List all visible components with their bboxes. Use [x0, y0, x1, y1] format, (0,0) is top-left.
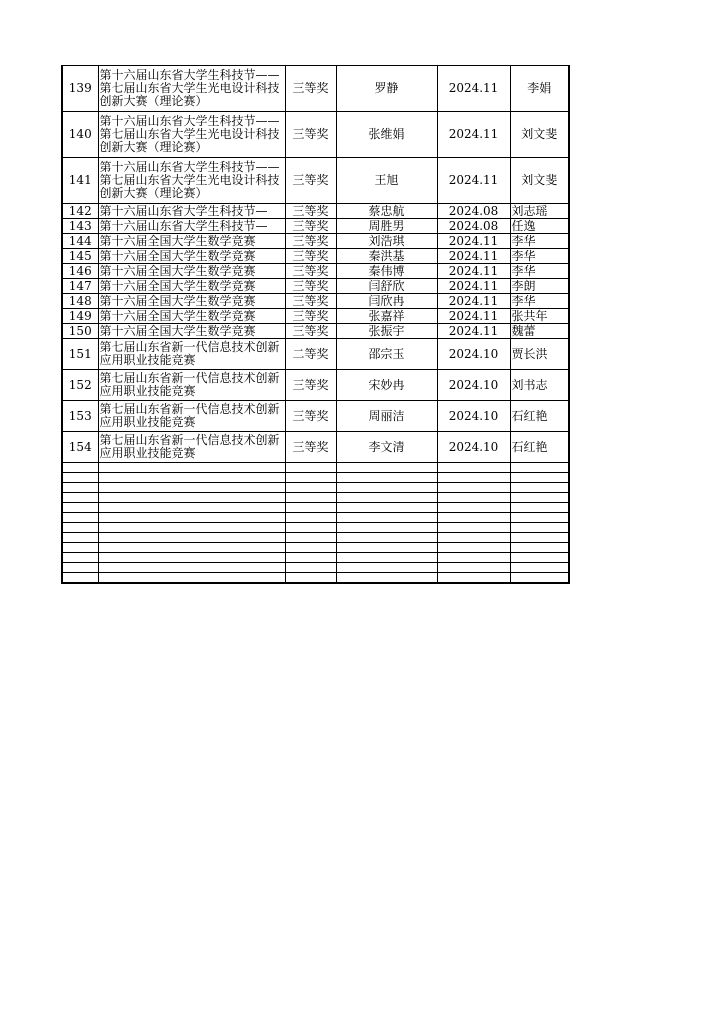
- row-number: 150: [62, 324, 98, 339]
- empty-cell: [98, 543, 285, 553]
- row-number: 153: [62, 401, 98, 432]
- competition-name: 第七届山东省新一代信息技术创新应用职业技能竞赛: [98, 370, 285, 401]
- advisor-name: 贾长洪: [510, 339, 569, 370]
- empty-cell: [510, 573, 569, 584]
- advisor-name: 李朗: [510, 279, 569, 294]
- table-row: [62, 324, 569, 339]
- row-number: 143: [62, 219, 98, 234]
- empty-row: [62, 523, 569, 533]
- advisor-name: 刘文斐: [510, 112, 569, 158]
- empty-cell: [98, 503, 285, 513]
- table-row: [62, 294, 569, 309]
- student-name: 李文清: [336, 432, 437, 463]
- empty-cell: [437, 563, 510, 573]
- table-row: [62, 401, 569, 432]
- competition-name: 第十六届全国大学生数学竞赛: [98, 309, 285, 324]
- award-date: 2024.11: [437, 249, 510, 264]
- award-date: 2024.10: [437, 432, 510, 463]
- empty-cell: [437, 483, 510, 493]
- table-row: [62, 249, 569, 264]
- award-level: 三等奖: [285, 432, 336, 463]
- award-date: 2024.10: [437, 401, 510, 432]
- empty-cell: [285, 493, 336, 503]
- student-name: 宋妙冉: [336, 370, 437, 401]
- empty-cell: [510, 523, 569, 533]
- table-row: [62, 279, 569, 294]
- empty-row: [62, 493, 569, 503]
- student-name: 张振宇: [336, 324, 437, 339]
- award-level: 三等奖: [285, 249, 336, 264]
- advisor-name: 刘文斐: [510, 158, 569, 204]
- empty-cell: [62, 503, 98, 513]
- empty-cell: [285, 563, 336, 573]
- competition-name: 第十六届全国大学生数学竞赛: [98, 264, 285, 279]
- row-number: 149: [62, 309, 98, 324]
- empty-cell: [437, 493, 510, 503]
- award-date: 2024.08: [437, 204, 510, 219]
- empty-cell: [437, 523, 510, 533]
- competition-name: 第七届山东省新一代信息技术创新应用职业技能竞赛: [98, 401, 285, 432]
- empty-cell: [98, 523, 285, 533]
- competition-name: 第十六届全国大学生数学竞赛: [98, 249, 285, 264]
- competition-name: 第十六届山东省大学生科技节——第七届山东省大学生光电设计科技创新大赛（理论赛）: [98, 66, 285, 112]
- award-level: 三等奖: [285, 324, 336, 339]
- empty-cell: [62, 543, 98, 553]
- award-date: 2024.10: [437, 370, 510, 401]
- empty-cell: [437, 513, 510, 523]
- student-name: 闫欣冉: [336, 294, 437, 309]
- empty-row: [62, 503, 569, 513]
- awards-table: [61, 65, 570, 584]
- student-name: 周胜男: [336, 219, 437, 234]
- table-row: [62, 370, 569, 401]
- award-level: 三等奖: [285, 219, 336, 234]
- advisor-name: 李华: [510, 249, 569, 264]
- award-date: 2024.11: [437, 234, 510, 249]
- empty-cell: [336, 463, 437, 473]
- award-level: 三等奖: [285, 234, 336, 249]
- row-number: 146: [62, 264, 98, 279]
- empty-row: [62, 563, 569, 573]
- advisor-name: 石红艳: [510, 401, 569, 432]
- empty-cell: [62, 523, 98, 533]
- empty-cell: [98, 563, 285, 573]
- empty-cell: [98, 513, 285, 523]
- competition-name: 第十六届全国大学生数学竞赛: [98, 234, 285, 249]
- competition-name: 第十六届山东省大学生科技节——第七届山东省大学生光电设计科技创新大赛（理论赛）: [98, 158, 285, 204]
- row-number: 154: [62, 432, 98, 463]
- advisor-name: 李华: [510, 264, 569, 279]
- empty-row: [62, 483, 569, 493]
- empty-cell: [336, 493, 437, 503]
- empty-row: [62, 553, 569, 563]
- empty-cell: [510, 463, 569, 473]
- student-name: 蔡忠航: [336, 204, 437, 219]
- empty-cell: [510, 503, 569, 513]
- empty-cell: [62, 473, 98, 483]
- table-row: [62, 219, 569, 234]
- empty-cell: [336, 503, 437, 513]
- empty-cell: [336, 483, 437, 493]
- empty-cell: [510, 533, 569, 543]
- table-row: [62, 204, 569, 219]
- empty-cell: [285, 573, 336, 584]
- award-level: 三等奖: [285, 112, 336, 158]
- empty-cell: [285, 513, 336, 523]
- advisor-name: 任逸: [510, 219, 569, 234]
- empty-cell: [98, 483, 285, 493]
- empty-cell: [98, 463, 285, 473]
- student-name: 秦伟博: [336, 264, 437, 279]
- empty-cell: [285, 523, 336, 533]
- empty-cell: [98, 553, 285, 563]
- empty-cell: [510, 513, 569, 523]
- advisor-name: 石红艳: [510, 432, 569, 463]
- empty-cell: [437, 553, 510, 563]
- competition-name: 第十六届全国大学生数学竞赛: [98, 324, 285, 339]
- award-level: 三等奖: [285, 370, 336, 401]
- empty-cell: [62, 493, 98, 503]
- empty-cell: [510, 473, 569, 483]
- empty-cell: [336, 563, 437, 573]
- row-number: 141: [62, 158, 98, 204]
- empty-cell: [510, 563, 569, 573]
- empty-cell: [437, 543, 510, 553]
- empty-row: [62, 533, 569, 543]
- row-number: 144: [62, 234, 98, 249]
- competition-name: 第十六届山东省大学生科技节——第七届山东省大学生光电设计科技创新大赛（理论赛）: [98, 112, 285, 158]
- student-name: 罗静: [336, 66, 437, 112]
- advisor-name: 李华: [510, 234, 569, 249]
- competition-name: 第十六届山东省大学生科技节—: [98, 204, 285, 219]
- empty-cell: [62, 553, 98, 563]
- competition-name: 第十六届全国大学生数学竞赛: [98, 279, 285, 294]
- table-row: [62, 432, 569, 463]
- award-level: 三等奖: [285, 294, 336, 309]
- empty-cell: [336, 543, 437, 553]
- award-date: 2024.10: [437, 339, 510, 370]
- empty-cell: [285, 483, 336, 493]
- advisor-name: 刘书志: [510, 370, 569, 401]
- empty-cell: [98, 573, 285, 584]
- empty-cell: [336, 473, 437, 483]
- advisor-name: 魏蕾: [510, 324, 569, 339]
- competition-name: 第七届山东省新一代信息技术创新应用职业技能竞赛: [98, 339, 285, 370]
- award-level: 三等奖: [285, 158, 336, 204]
- empty-cell: [98, 533, 285, 543]
- advisor-name: 李娟: [510, 66, 569, 112]
- advisor-name: 张共年: [510, 309, 569, 324]
- award-date: 2024.11: [437, 112, 510, 158]
- empty-cell: [285, 473, 336, 483]
- empty-row: [62, 573, 569, 584]
- table-row: [62, 158, 569, 204]
- table-row: [62, 112, 569, 158]
- empty-cell: [437, 573, 510, 584]
- award-date: 2024.11: [437, 264, 510, 279]
- award-level: 三等奖: [285, 66, 336, 112]
- empty-cell: [62, 463, 98, 473]
- empty-cell: [285, 533, 336, 543]
- student-name: 秦洪基: [336, 249, 437, 264]
- empty-row: [62, 543, 569, 553]
- award-date: 2024.11: [437, 66, 510, 112]
- student-name: 邵宗玉: [336, 339, 437, 370]
- row-number: 142: [62, 204, 98, 219]
- empty-cell: [285, 543, 336, 553]
- empty-cell: [336, 533, 437, 543]
- table-row: [62, 309, 569, 324]
- student-name: 张嘉祥: [336, 309, 437, 324]
- award-level: 三等奖: [285, 279, 336, 294]
- empty-cell: [285, 553, 336, 563]
- competition-name: 第十六届全国大学生数学竞赛: [98, 294, 285, 309]
- student-name: 王旭: [336, 158, 437, 204]
- award-date: 2024.11: [437, 324, 510, 339]
- row-number: 152: [62, 370, 98, 401]
- row-number: 147: [62, 279, 98, 294]
- award-level: 三等奖: [285, 309, 336, 324]
- student-name: 张维娟: [336, 112, 437, 158]
- empty-cell: [285, 463, 336, 473]
- empty-cell: [98, 473, 285, 483]
- empty-cell: [510, 493, 569, 503]
- empty-cell: [62, 573, 98, 584]
- advisor-name: 李华: [510, 294, 569, 309]
- award-level: 三等奖: [285, 204, 336, 219]
- row-number: 148: [62, 294, 98, 309]
- empty-cell: [336, 573, 437, 584]
- table-row: [62, 264, 569, 279]
- empty-cell: [62, 513, 98, 523]
- empty-cell: [98, 493, 285, 503]
- empty-cell: [510, 483, 569, 493]
- empty-cell: [62, 483, 98, 493]
- empty-row: [62, 513, 569, 523]
- student-name: 周丽洁: [336, 401, 437, 432]
- empty-cell: [336, 553, 437, 563]
- row-number: 139: [62, 66, 98, 112]
- row-number: 145: [62, 249, 98, 264]
- table-row: [62, 339, 569, 370]
- empty-cell: [62, 533, 98, 543]
- advisor-name: 刘志瑶: [510, 204, 569, 219]
- table-row: [62, 234, 569, 249]
- empty-cell: [510, 553, 569, 563]
- award-date: 2024.08: [437, 219, 510, 234]
- award-date: 2024.11: [437, 158, 510, 204]
- award-level: 三等奖: [285, 401, 336, 432]
- empty-cell: [62, 563, 98, 573]
- table-row: [62, 66, 569, 112]
- empty-cell: [336, 523, 437, 533]
- award-level: 二等奖: [285, 339, 336, 370]
- award-date: 2024.11: [437, 279, 510, 294]
- student-name: 闫舒欣: [336, 279, 437, 294]
- row-number: 140: [62, 112, 98, 158]
- competition-name: 第七届山东省新一代信息技术创新应用职业技能竞赛: [98, 432, 285, 463]
- empty-row: [62, 473, 569, 483]
- empty-cell: [285, 503, 336, 513]
- empty-cell: [437, 533, 510, 543]
- empty-cell: [336, 513, 437, 523]
- student-name: 刘浩琪: [336, 234, 437, 249]
- award-level: 三等奖: [285, 264, 336, 279]
- empty-cell: [437, 463, 510, 473]
- empty-row: [62, 463, 569, 473]
- empty-cell: [510, 543, 569, 553]
- competition-name: 第十六届山东省大学生科技节—: [98, 219, 285, 234]
- row-number: 151: [62, 339, 98, 370]
- empty-cell: [437, 503, 510, 513]
- empty-cell: [437, 473, 510, 483]
- award-date: 2024.11: [437, 294, 510, 309]
- award-date: 2024.11: [437, 309, 510, 324]
